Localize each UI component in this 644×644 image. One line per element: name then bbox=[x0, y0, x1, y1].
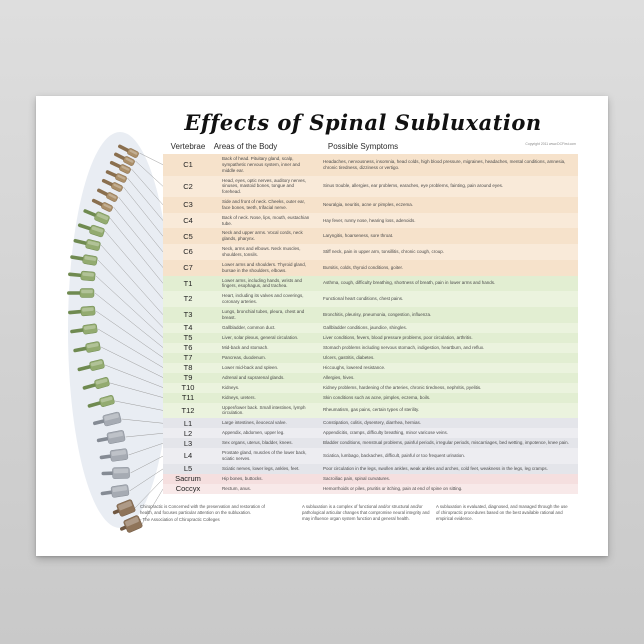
poster bbox=[36, 96, 608, 556]
vertebra-label: Coccyx bbox=[175, 484, 201, 494]
vertebra-label: T3 bbox=[183, 309, 193, 319]
areas-cell: Liver, solar plexus, general circulation. bbox=[222, 334, 299, 340]
footer-quote-1-text: Chiropractic is Concerned with the preservation and restoration of health, and focuses particular attention on the subluxation. bbox=[140, 504, 265, 515]
vertebra-label: C4 bbox=[183, 215, 193, 225]
symptoms-cell: Bladder conditions, menstrual problems, painful periods, irregular periods, miscarriages, bed wetting, impotence, knee pain. bbox=[323, 440, 569, 446]
column-header-areas: Areas of the Body bbox=[213, 142, 278, 151]
symptoms-cell: Skin conditions such as acne, pimples, eczema, boils. bbox=[323, 394, 431, 400]
vertebra-label: T12 bbox=[181, 405, 195, 415]
vertebra-label: T11 bbox=[181, 392, 195, 402]
symptoms-cell: Rheumatism, gas pains, certain types of sterility. bbox=[323, 407, 420, 413]
table-row-t2 bbox=[163, 291, 578, 307]
table-row-t10 bbox=[163, 383, 578, 393]
table-row-t6 bbox=[163, 343, 578, 353]
symptoms-cell: Headaches, nervousness, insomnia, head colds, high blood pressure, migraines, headaches, mental conditions, amnesia, chronic tiredness, dizziness or vertigo. bbox=[323, 158, 566, 170]
vertebra-label: C5 bbox=[183, 231, 193, 241]
vertebra-label: Sacrum bbox=[175, 474, 201, 484]
symptoms-cell: Hemorrhoids or piles, pruritis or itching, pain at end of spine on sitting. bbox=[323, 486, 463, 492]
areas-cell: Large intestines, ileocecal valve. bbox=[222, 420, 287, 426]
table-row-sacrum bbox=[163, 474, 578, 484]
table-body bbox=[163, 154, 578, 494]
table-row-t3 bbox=[163, 307, 578, 323]
areas-cell: Back of head. Pituitary gland, scalp, sympathetic nervous system, inner and middle ear. bbox=[222, 156, 301, 173]
table-row-c4 bbox=[163, 213, 578, 229]
vertebra-label: T10 bbox=[181, 382, 195, 392]
table-header-row bbox=[163, 142, 578, 154]
symptoms-cell: Sciatica, lumbago, backaches, difficult, painful or too frequent urination. bbox=[323, 453, 466, 459]
vertebra-label: L5 bbox=[183, 464, 193, 474]
vertebra-highlight bbox=[114, 468, 129, 473]
vertebra-label: T1 bbox=[183, 278, 193, 288]
vertebra-label: T6 bbox=[183, 342, 193, 352]
areas-cell: Kidneys. bbox=[222, 384, 240, 390]
areas-cell: Pancreas, duodenum. bbox=[222, 354, 267, 360]
vertebra-label: L2 bbox=[183, 428, 193, 438]
vertebra-label: L4 bbox=[183, 451, 193, 461]
areas-cell: Rectum, anus. bbox=[222, 486, 252, 492]
symptoms-cell: Bursitis, colds, thyroid conditions, goiter. bbox=[323, 264, 404, 270]
table-row-t1 bbox=[163, 276, 578, 292]
vertebra-label: C3 bbox=[183, 200, 193, 210]
vertebra-label: L1 bbox=[183, 418, 193, 428]
vertebra-label: T8 bbox=[183, 362, 193, 372]
areas-cell: Back of neck. Nose, lips, mouth, eustachian tube. bbox=[222, 214, 310, 226]
vertebra-label: C1 bbox=[183, 160, 193, 170]
table-row-t4 bbox=[163, 323, 578, 333]
poster-title: Effects of Spinal Subluxation bbox=[184, 110, 542, 135]
areas-cell: Adrenal and suprarenal glands. bbox=[222, 374, 285, 380]
symptoms-cell: Ulcers, gastritis, diabetes. bbox=[323, 354, 375, 360]
symptoms-cell: Hay fever, runny nose, hearing loss, adenoids. bbox=[323, 217, 416, 223]
symptoms-cell: Appendicitis, cramps, difficulty breathing, minor varicose veins. bbox=[323, 430, 448, 436]
vertebra-label: T2 bbox=[183, 294, 193, 304]
vertebra-label: C7 bbox=[183, 262, 193, 272]
areas-cell: Mid-back and stomach. bbox=[222, 344, 269, 350]
vertebra-label: L3 bbox=[183, 438, 193, 448]
areas-cell: Hip bones, buttocks. bbox=[222, 476, 263, 482]
table-row-t8 bbox=[163, 363, 578, 373]
symptoms-cell: Laryngitis, hoarseness, sore throat. bbox=[323, 233, 394, 239]
table-row-l1 bbox=[163, 418, 578, 428]
symptoms-cell: Poor circulation in the legs, swollen ankles, weak ankles and arches, cold feet, weakness in the legs, leg cramps. bbox=[323, 466, 548, 472]
areas-cell: Appendix, abdomen, upper leg. bbox=[222, 430, 285, 436]
symptoms-cell: Sacroiliac pain, spinal curvatures. bbox=[323, 476, 391, 482]
table-row-t5 bbox=[163, 333, 578, 343]
footer-quote-3-text: A subluxation is evaluated, diagnosed, and managed through the use of chiropractic procedures based on the best available rational and empirical evidence. bbox=[436, 504, 568, 521]
vertebra-label: T4 bbox=[183, 322, 193, 332]
table-row-c5 bbox=[163, 228, 578, 244]
vertebra-label: T7 bbox=[183, 352, 193, 362]
symptoms-cell: Stiff neck, pain in upper arm, tonsillitis, chronic cough, croup. bbox=[323, 249, 444, 255]
subluxation-table bbox=[163, 142, 578, 494]
footer-quote-2-text: A subluxation is a complex of functional and/or structural and/or pathological articular changes that compromise neural integrity and may influence organ system function and general health. bbox=[302, 504, 430, 521]
areas-cell: Sex organs, uterus, bladder, knees. bbox=[222, 440, 293, 446]
symptoms-cell: Gallbladder conditions, jaundice, shingles. bbox=[323, 324, 408, 330]
table-row-t12 bbox=[163, 403, 578, 419]
areas-cell: Head, eyes, optic nerves, auditory nerves, sinuses, mastoid bones, tongue and forehead. bbox=[222, 177, 307, 195]
column-header-vertebrae: Vertebrae bbox=[170, 142, 206, 151]
table-row-c6 bbox=[163, 244, 578, 260]
areas-cell: Lower arms, including hands, wrists and fingers, esophagus, and trachea. bbox=[222, 277, 303, 289]
vertebra-label: C6 bbox=[183, 247, 193, 257]
vertebra-label: T5 bbox=[183, 332, 193, 342]
symptoms-cell: Functional heart conditions, chest pains. bbox=[323, 296, 404, 302]
symptoms-cell: Neuralgia, neuritis, acne or pimples, eczema. bbox=[323, 201, 414, 207]
areas-cell: Lower arms and shoulders. Thyroid gland, bursae in the shoulders, elbows. bbox=[222, 261, 306, 273]
table-row-c1 bbox=[163, 154, 578, 176]
symptoms-cell: Kidney problems, hardening of the arteries, chronic tiredness, nephritis, pyelitis. bbox=[323, 384, 482, 390]
symptoms-cell: Hiccoughs, lowered resistance. bbox=[323, 364, 386, 370]
table-row-t9 bbox=[163, 373, 578, 383]
areas-cell: Sciatic nerves, lower legs, ankles, feet. bbox=[222, 466, 300, 472]
table-row-t11 bbox=[163, 393, 578, 403]
table-row-t7 bbox=[163, 353, 578, 363]
areas-cell: Heart, including its valves and coverings, coronary arteries. bbox=[222, 293, 304, 305]
areas-cell: Kidneys, ureters. bbox=[222, 394, 256, 400]
vertebra-label: C2 bbox=[183, 181, 193, 191]
copyright-notice: Copyright 2011 www.DCFirst.com bbox=[525, 142, 576, 146]
symptoms-cell: Asthma, cough, difficulty breathing, shortness of breath, pain in lower arms and hands. bbox=[323, 280, 496, 286]
symptoms-cell: Stomach problems including nervous stomach, indigestion, heartburn, and reflux. bbox=[323, 344, 485, 350]
table-row-c2 bbox=[163, 176, 578, 198]
table-row-coccyx bbox=[163, 484, 578, 494]
areas-cell: Side and front of neck. Cheeks, outer ear, face bones, teeth, trifacial nerve. bbox=[222, 199, 306, 210]
vertebra-label: T9 bbox=[183, 372, 193, 382]
areas-cell: Neck and upper arms. Vocal cords, neck glands, pharynx. bbox=[222, 230, 303, 242]
symptoms-cell: Sinus trouble, allergies, ear problems, earaches, eye problems, fainting, pain around eyes. bbox=[323, 183, 504, 189]
symptoms-cell: Bronchitis, pleurisy, pneumonia, congestion, influenza. bbox=[323, 311, 432, 317]
table-row-l2 bbox=[163, 428, 578, 438]
footer-quote-1-attribution: - The Association of Chiropractic Colleges bbox=[140, 516, 220, 522]
column-header-symptoms: Possible Symptoms bbox=[327, 142, 399, 151]
table-row-c3 bbox=[163, 197, 578, 213]
table-row-c7 bbox=[163, 260, 578, 276]
table-row-l3 bbox=[163, 438, 578, 448]
table-row-l5 bbox=[163, 464, 578, 474]
symptoms-cell: Constipation, colitis, dysentery, diarrhea, hernias. bbox=[323, 420, 421, 426]
symptoms-cell: Liver conditions, fevers, blood pressure problems, poor circulation, arthritis. bbox=[323, 334, 473, 340]
areas-cell: Gallbladder, common duct. bbox=[222, 324, 276, 330]
areas-cell: Upper/lower back. Small intestines, lymph circulation. bbox=[222, 404, 306, 416]
vertebra-highlight bbox=[81, 290, 93, 294]
symptoms-cell: Allergies, hives. bbox=[323, 374, 355, 380]
areas-cell: Lungs, bronchial tubes, pleura, chest and breast. bbox=[222, 308, 305, 320]
areas-cell: Prostate gland, muscles of the lower back, sciatic nerves. bbox=[222, 450, 307, 462]
table-row-l4 bbox=[163, 448, 578, 464]
areas-cell: Neck, arms and elbows. Neck muscles, shoulders, tonsils. bbox=[222, 246, 301, 257]
areas-cell: Lower mid-back and spleen. bbox=[222, 364, 279, 370]
